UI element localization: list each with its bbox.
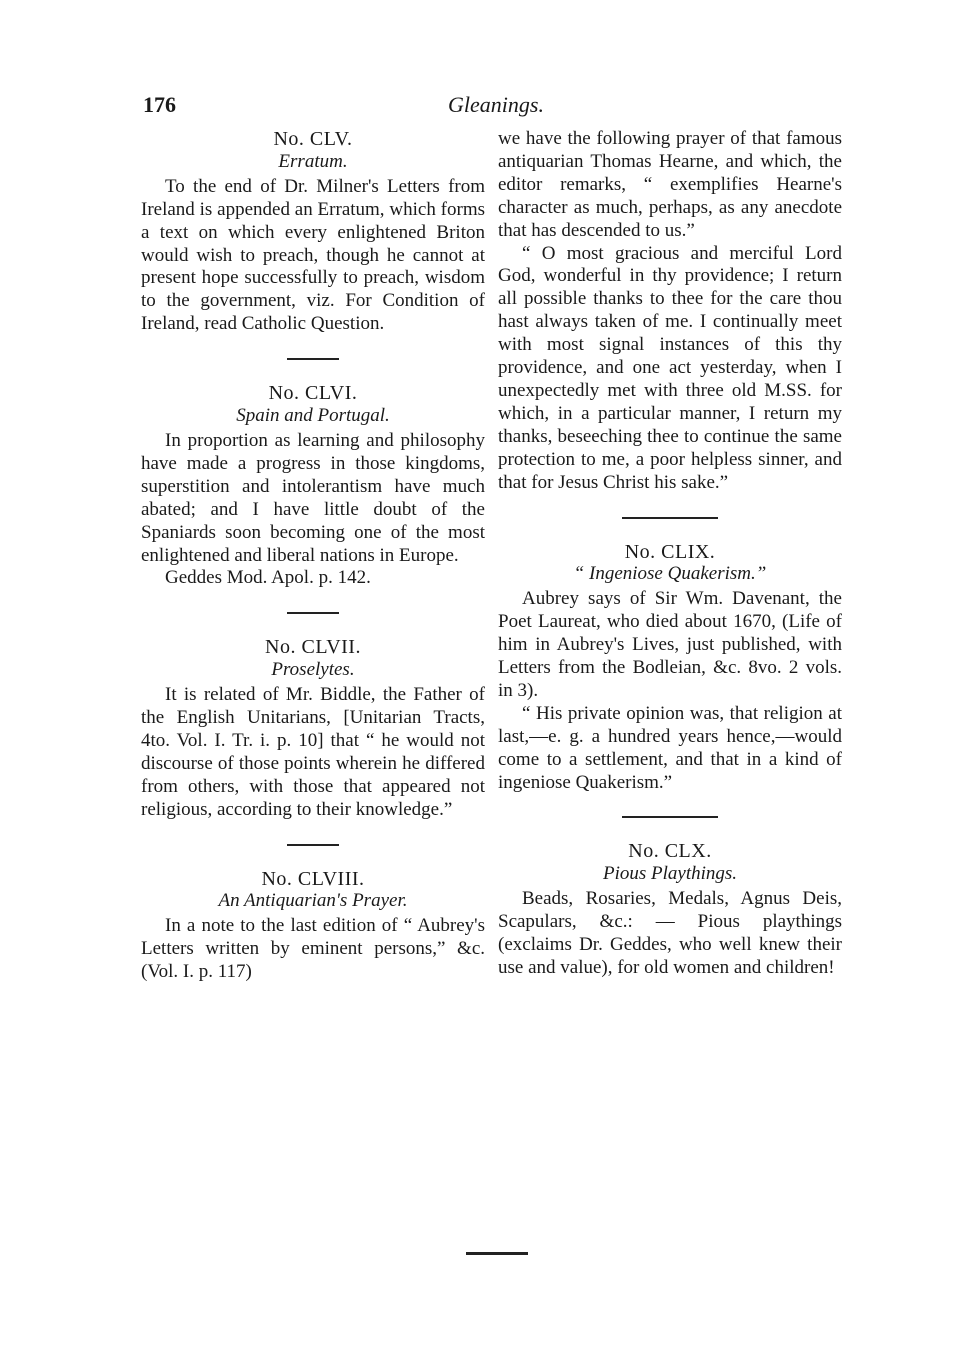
entry-text: It is related of Mr. Biddle, the Father of the English Unitarians, [Unitarian Tracts, 4to. Vol. I. Tr. i. p. 10] that “ he would not discourse of those points wherein he differed from others, with those that appeared not religious, according to their knowledge.” [141,684,485,820]
entry-title: An Antiquarian's Prayer. [218,890,408,912]
prayer-text: “ O most gracious and merciful Lord God, wonderful in thy providence; I return all possible thanks to thee for the care thou hast always taken of me. I continually meet with most signal instances of this thy providence, and one act yesterday, when I unexpectedly met with three old M.SS. for which, in a particular manner, I return my thanks, beseeching thee to continue the same protection to me, a poor helpless sinner, and that for Jesus Christ his sake.” [498,242,842,493]
entry-number: No. CLVI. [268,382,358,405]
running-title: Gleanings. [448,92,544,117]
entry-text: we have the following prayer of that famous antiquarian Thomas Hearne, and which, the editor remarks, “ exemplifies Hearne's character as much, perhaps, as any anecdote that has descended to us.” [498,128,842,241]
section-divider [622,816,718,818]
entry-number: No. CLVII. [265,636,361,659]
entry-clix [498,541,842,795]
entry-clvi [141,382,485,590]
entry-text: In a note to the last edition of “ Aubrey's Letters written by eminent persons,” &c. (Vol. I. p. 117) [141,915,485,983]
entry-clviii-continued [498,128,842,495]
entry-citation: Geddes Mod. Apol. p. 142. [165,567,371,589]
entry-clx [498,840,842,979]
page-number: 176 [143,92,176,117]
section-divider [622,517,718,519]
entry-clv [141,128,485,336]
entry-number: No. CLV. [273,128,353,150]
entry-text: To the end of Dr. Milner's Letters from Ireland is appended an Erratum, which forms a text on which every enlightened Briton would wish to preach, though he cannot at present hope successfully to preach, wisdom to the government, viz. For Condition of Ireland, read Catholic Question. [141,175,485,335]
entry-title: Erratum. [278,150,348,172]
section-divider [287,612,339,614]
entry-clviii [141,868,485,985]
entry-number: No. CLX. [628,840,712,863]
entry-number: No. CLIX. [624,540,716,563]
right-column [498,128,842,980]
end-ornament [466,1252,528,1255]
entry-text: Beads, Rosaries, Medals, Agnus Deis, Scapulars, &c.: — Pious playthings (exclaims Dr. Geddes, who well knew their use and value), for old women and children! [498,888,842,978]
entry-text: In proportion as learning and philosophy have made a progress in those kingdoms, superstition and intolerantism have much abated; and I have little doubt of the Spaniards soon becoming one of the most enlightened and liberal nations in Europe. [141,429,485,566]
left-column [141,128,485,984]
entry-title: Proselytes. [271,659,355,681]
section-divider [287,358,339,360]
entry-quote: “ His private opinion was, that religion at last,—e. g. a hundred years hence,—would come to a settlement, and that in a kind of ingeniose Quakerism.” [498,702,842,793]
entry-text: Aubrey says of Sir Wm. Davenant, the Poet Laureat, who died about 1670, (Life of him in Aubrey's Lives, just published, with Letters from the Bodleian, &c. 8vo. 2 vols. in 3). [498,588,842,701]
entry-clvii [141,636,485,821]
entry-number: No. CLVIII. [261,867,365,890]
entry-title: Spain and Portugal. [236,405,390,427]
entry-title: “ Ingeniose Quakerism.” [573,563,767,585]
section-divider [287,844,339,846]
entry-title: Pious Playthings. [602,863,738,885]
